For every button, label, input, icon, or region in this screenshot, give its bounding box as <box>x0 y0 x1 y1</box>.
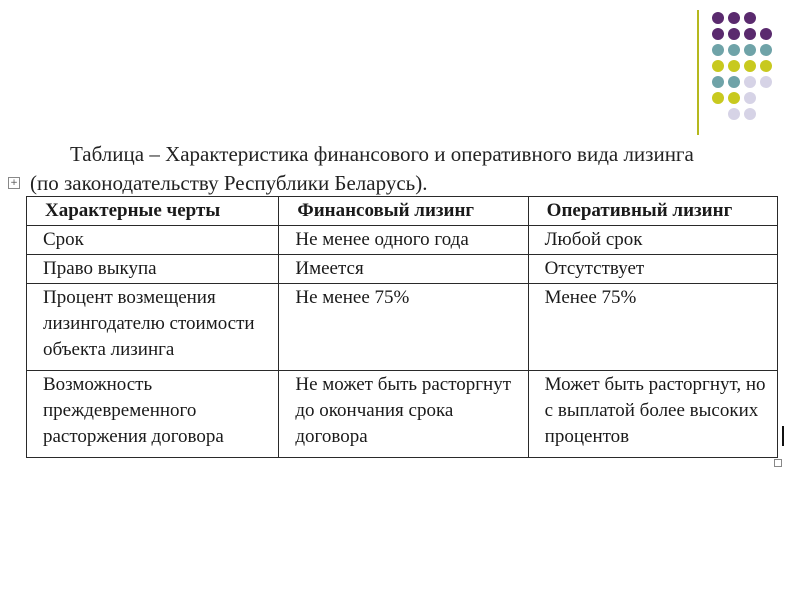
row-term-financial: Не менее одного года <box>279 226 528 255</box>
decorative-dot <box>744 108 756 120</box>
decorative-dot <box>760 28 772 40</box>
decorative-dot <box>728 76 740 88</box>
row-buyout-operating: Отсутствует <box>528 255 777 284</box>
decorative-dot <box>728 60 740 72</box>
decorative-dot <box>728 28 740 40</box>
decorative-dot <box>744 44 756 56</box>
row-buyout-feature: Право выкупа <box>27 255 279 284</box>
row-reimbursement-financial: Не менее 75% <box>279 284 528 371</box>
decorative-dot <box>760 44 772 56</box>
decorative-dot <box>712 92 724 104</box>
decorative-dot <box>712 12 724 24</box>
decorative-dot <box>760 60 772 72</box>
text-cursor <box>782 426 784 446</box>
caption-line-1: Таблица – Характеристика финансового и оперативного вида лизинга <box>70 142 694 166</box>
decorative-dot <box>712 28 724 40</box>
decorative-dot <box>728 92 740 104</box>
table-row <box>27 284 778 371</box>
table-move-handle-icon[interactable]: + <box>8 177 20 189</box>
decorative-dot <box>712 44 724 56</box>
row-termination-financial: Не может быть расторгнут до окончания срока договора <box>279 371 528 458</box>
row-reimbursement-feature: Процент возмещения лизингодателю стоимости объекта лизинга <box>27 284 279 371</box>
row-reimbursement-operating: Менее 75% <box>528 284 777 371</box>
caption-line-2: (по законодательству Республики Беларусь). <box>30 171 428 195</box>
table-row <box>27 255 778 284</box>
header-features: Характерные черты <box>27 197 279 226</box>
decorative-dot <box>728 12 740 24</box>
row-termination-feature: Возможность преждевременного расторжения договора <box>27 371 279 458</box>
table-caption <box>26 140 766 198</box>
row-term-feature: Срок <box>27 226 279 255</box>
decorative-dot <box>712 60 724 72</box>
row-term-operating: Любой срок <box>528 226 777 255</box>
table-row <box>27 226 778 255</box>
decorative-dot <box>728 108 740 120</box>
decorative-dot <box>744 60 756 72</box>
leasing-comparison-table <box>26 196 778 458</box>
header-operating-leasing: Оперативный лизинг <box>528 197 777 226</box>
decorative-dot <box>712 76 724 88</box>
decorative-dot <box>744 92 756 104</box>
decorative-dot-grid <box>712 12 772 120</box>
decorative-dot <box>728 44 740 56</box>
header-financial-leasing: Финансовый лизинг <box>279 197 528 226</box>
decorative-dot <box>744 28 756 40</box>
row-termination-operating: Может быть расторгнут, но с выплатой более высоких процентов <box>528 371 777 458</box>
row-buyout-financial: Имеется <box>279 255 528 284</box>
table-resize-handle[interactable] <box>774 459 782 467</box>
decorative-vertical-line <box>697 10 699 135</box>
table-header-row <box>27 197 778 226</box>
decorative-dot <box>744 12 756 24</box>
decorative-dot <box>760 76 772 88</box>
table-row <box>27 371 778 458</box>
decorative-dot <box>744 76 756 88</box>
